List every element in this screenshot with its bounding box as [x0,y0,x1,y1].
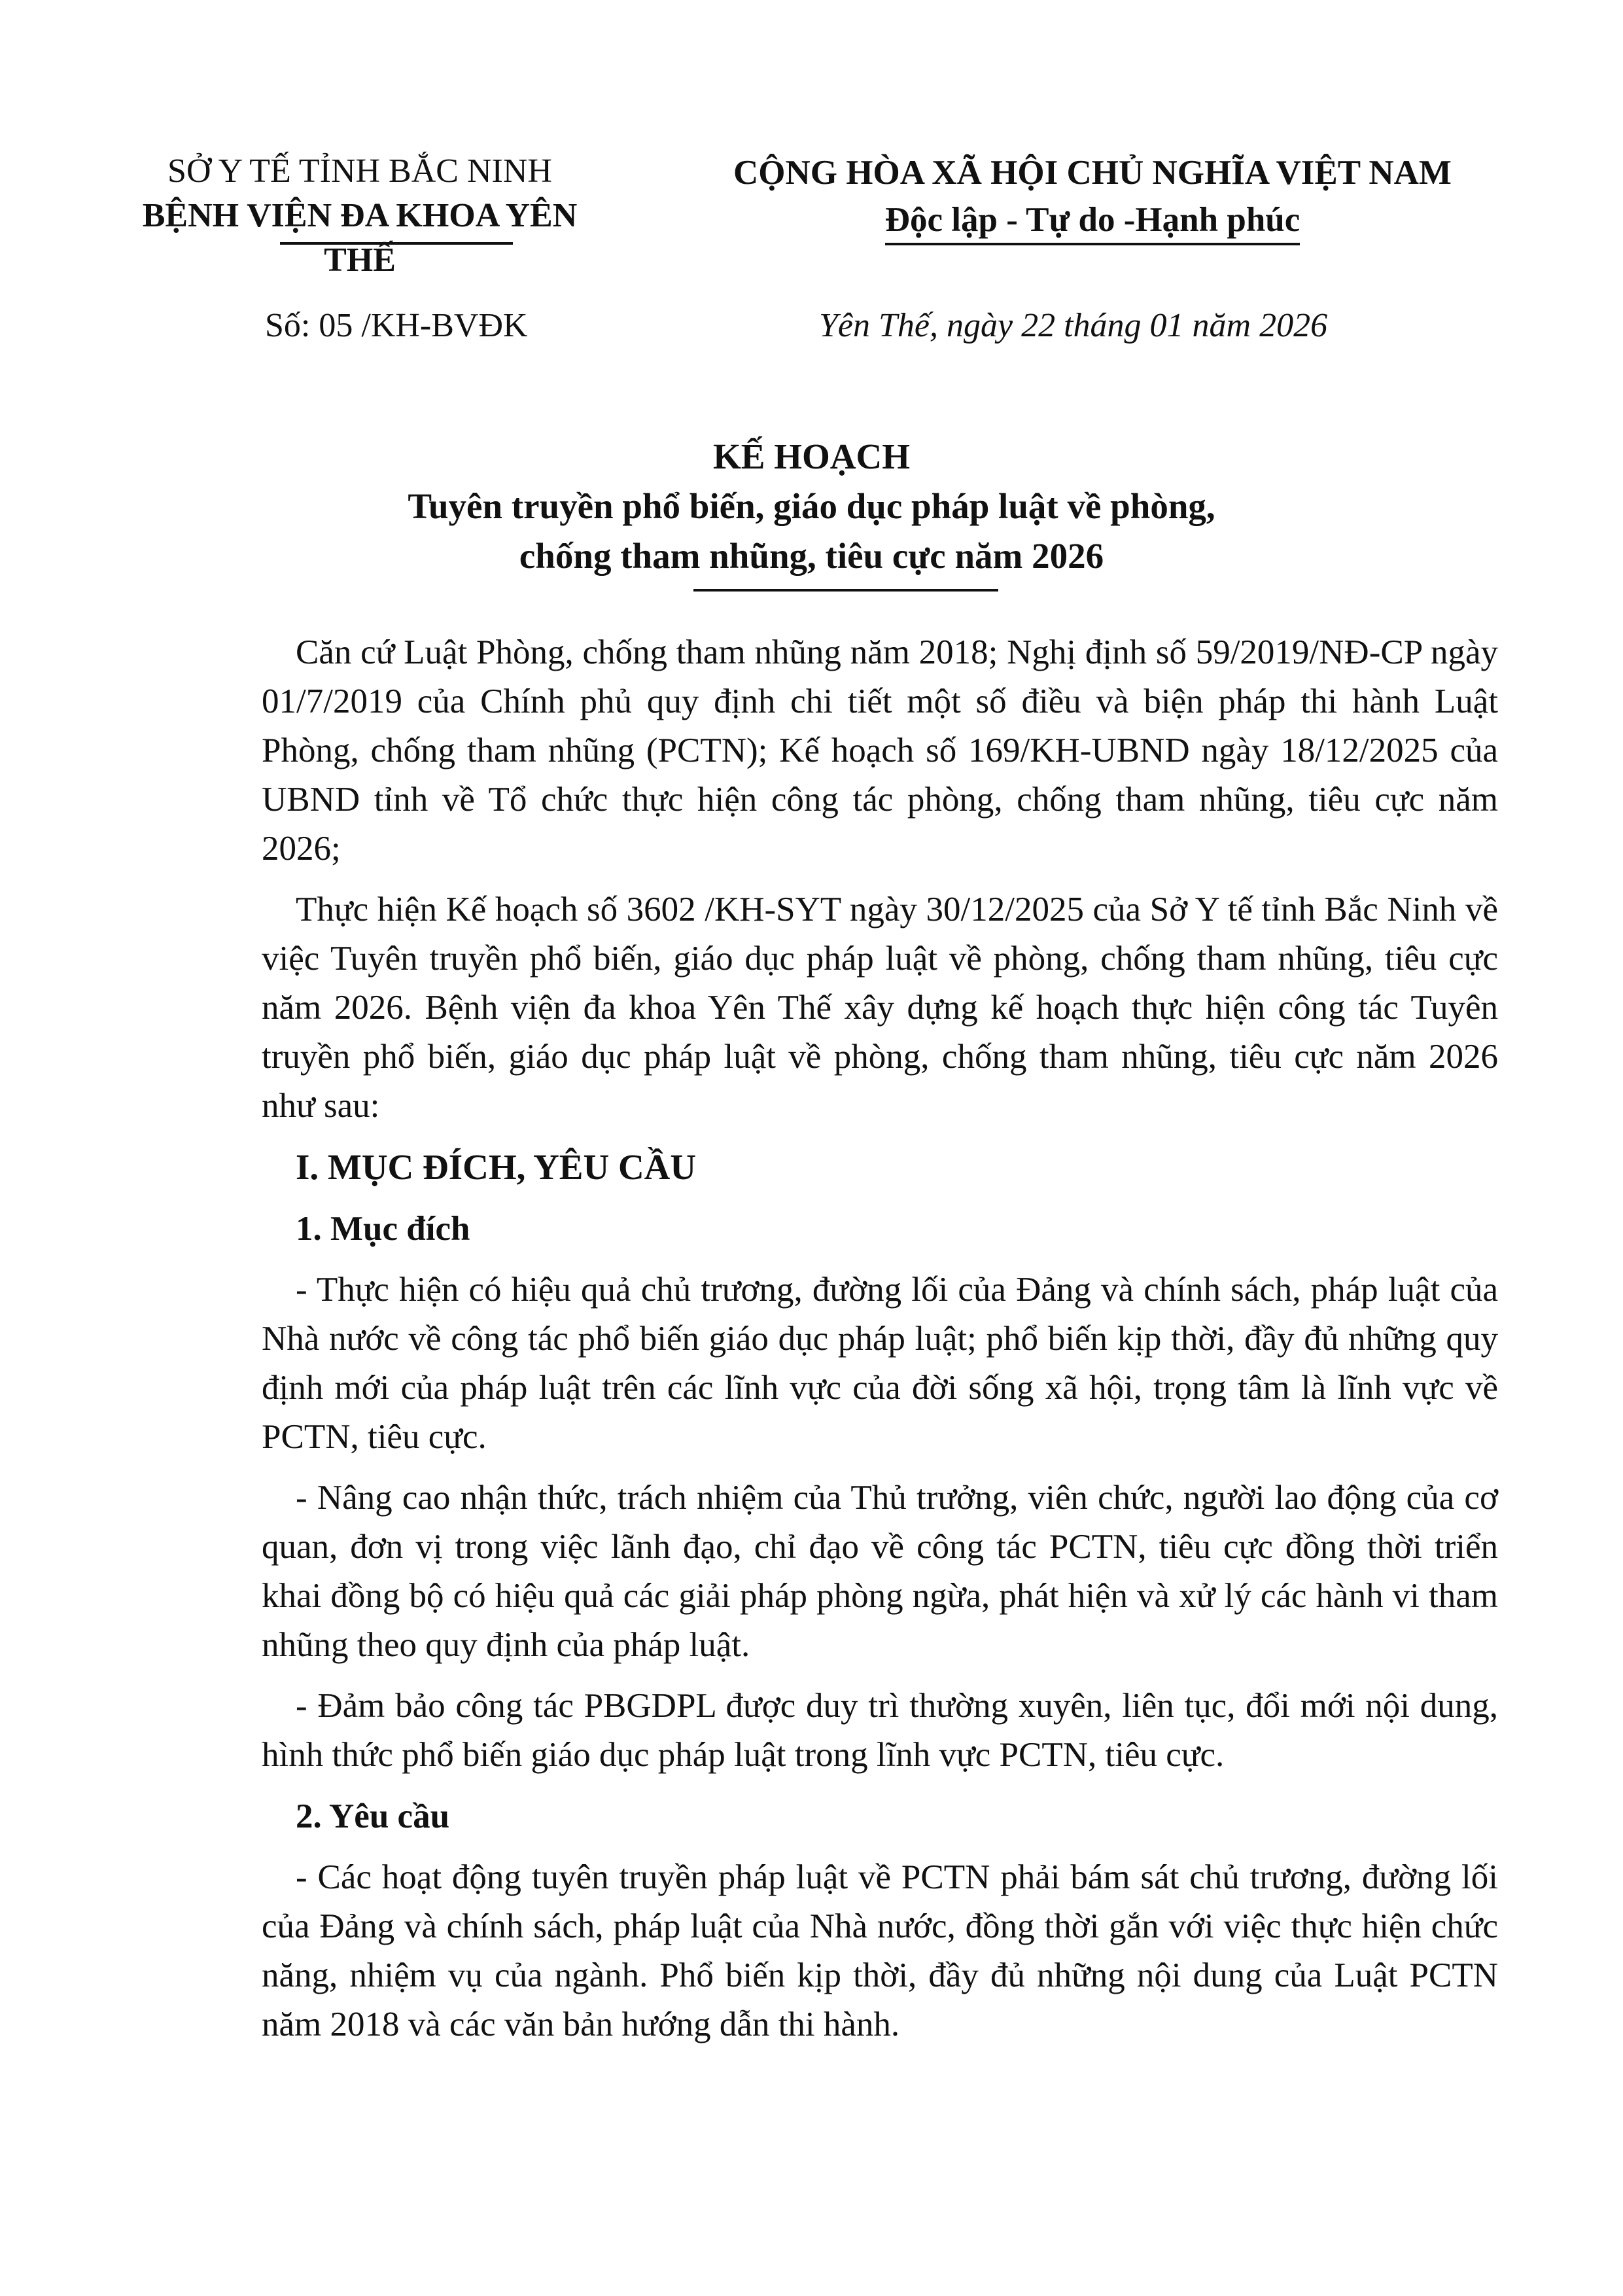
document-body [262,628,1498,2061]
motto-line [700,196,1485,243]
motto-text: Độc lập - Tự do -Hạnh phúc [885,201,1300,245]
requirement-item-1: - Các hoạt động tuyên truyền pháp luật về PCTN phải bám sát chủ trương, đường lối của Đảng và chính sách, pháp luật của Nhà nước, đồng thời gắn với việc thực hiện chức năng, nhiệm vụ của ngành. Phổ biến kịp thời, đầy đủ những nội dung của Luật PCTN năm 2018 và các văn bản hướng dẫn thi hành. [262,1858,1498,2043]
implementation-paragraph: Thực hiện Kế hoạch số 3602 /KH-SYT ngày 30/12/2025 của Sở Y tế tỉnh Bắc Ninh về việc Tuyên truyền phổ biến, giáo dục pháp luật về phòng, chống tham nhũng, tiêu cực năm 2026. Bệnh viện đa khoa Yên Thế xây dựng kế hoạch thực hiện công tác Tuyên truyền phổ biến, giáo dục pháp luật về phòng, chống tham nhũng, tiêu cực năm 2026 như sau: [262,891,1498,1125]
national-motto-block [700,149,1485,243]
purpose-item-1: - Thực hiện có hiệu quả chủ trương, đường lối của Đảng và chính sách, pháp luật của Nhà nước về công tác phổ biến giáo dục pháp luật; phổ biến kịp thời, đầy đủ những quy định mới của pháp luật trên các lĩnh vực của đời sống xã hội, trọng tâm là lĩnh vực về PCTN, tiêu cực. [262,1271,1498,1456]
subsection-heading-purpose: 1. Mục đích [296,1210,470,1248]
document-subject-line1: Tuyên truyền phổ biến, giáo dục pháp luật về phòng, [408,486,1215,526]
document-subject-line2: chống tham nhũng, tiêu cực năm 2026 [519,536,1104,576]
document-number: Số: 05 /KH-BVĐK [265,307,528,344]
legal-basis-paragraph: Căn cứ Luật Phòng, chống tham nhũng năm 2018; Nghị định số 59/2019/NĐ-CP ngày 01/7/2019 của Chính phủ quy định chi tiết một số điều và biện pháp thi hành Luật Phòng, chống tham nhũng (PCTN); Kế hoạch số 169/KH-UBND ngày 18/12/2025 của UBND tỉnh về Tổ chức thực hiện công tác phòng, chống tham nhũng, tiêu cực năm 2026; [262,633,1498,868]
document-title-block [131,432,1492,581]
document-type-title: KẾ HOẠCH [713,436,910,476]
agency-underline [280,242,513,245]
agency-name: BỆNH VIỆN ĐA KHOA YÊN THẾ [142,197,578,279]
place-date: Yên Thế, ngày 22 tháng 01 năm 2026 [819,307,1328,344]
section-heading-purpose-requirements: I. MỤC ĐÍCH, YÊU CẦU [296,1147,697,1187]
subsection-heading-requirements: 2. Yêu cầu [296,1797,450,1835]
issuing-agency-block [131,149,589,283]
national-title: CỘNG HÒA XÃ HỘI CHỦ NGHĨA VIỆT NAM [733,154,1452,192]
title-underline [693,589,998,592]
purpose-item-2: - Nâng cao nhận thức, trách nhiệm của Thủ trưởng, viên chức, người lao động của cơ quan, đơn vị trong việc lãnh đạo, chỉ đạo về công tác PCTN, tiêu cực đồng thời triển khai đồng bộ có hiệu quả các giải pháp phòng ngừa, phát hiện và xử lý các hành vi tham nhũng theo quy định của pháp luật. [262,1479,1498,1664]
purpose-item-3: - Đảm bảo công tác PBGDPL được duy trì thường xuyên, liên tục, đổi mới nội dung, hình thức phổ biến giáo dục pháp luật trong lĩnh vực PCTN, tiêu cực. [262,1687,1498,1774]
parent-agency-name: SỞ Y TẾ TỈNH BẮC NINH [167,152,552,190]
